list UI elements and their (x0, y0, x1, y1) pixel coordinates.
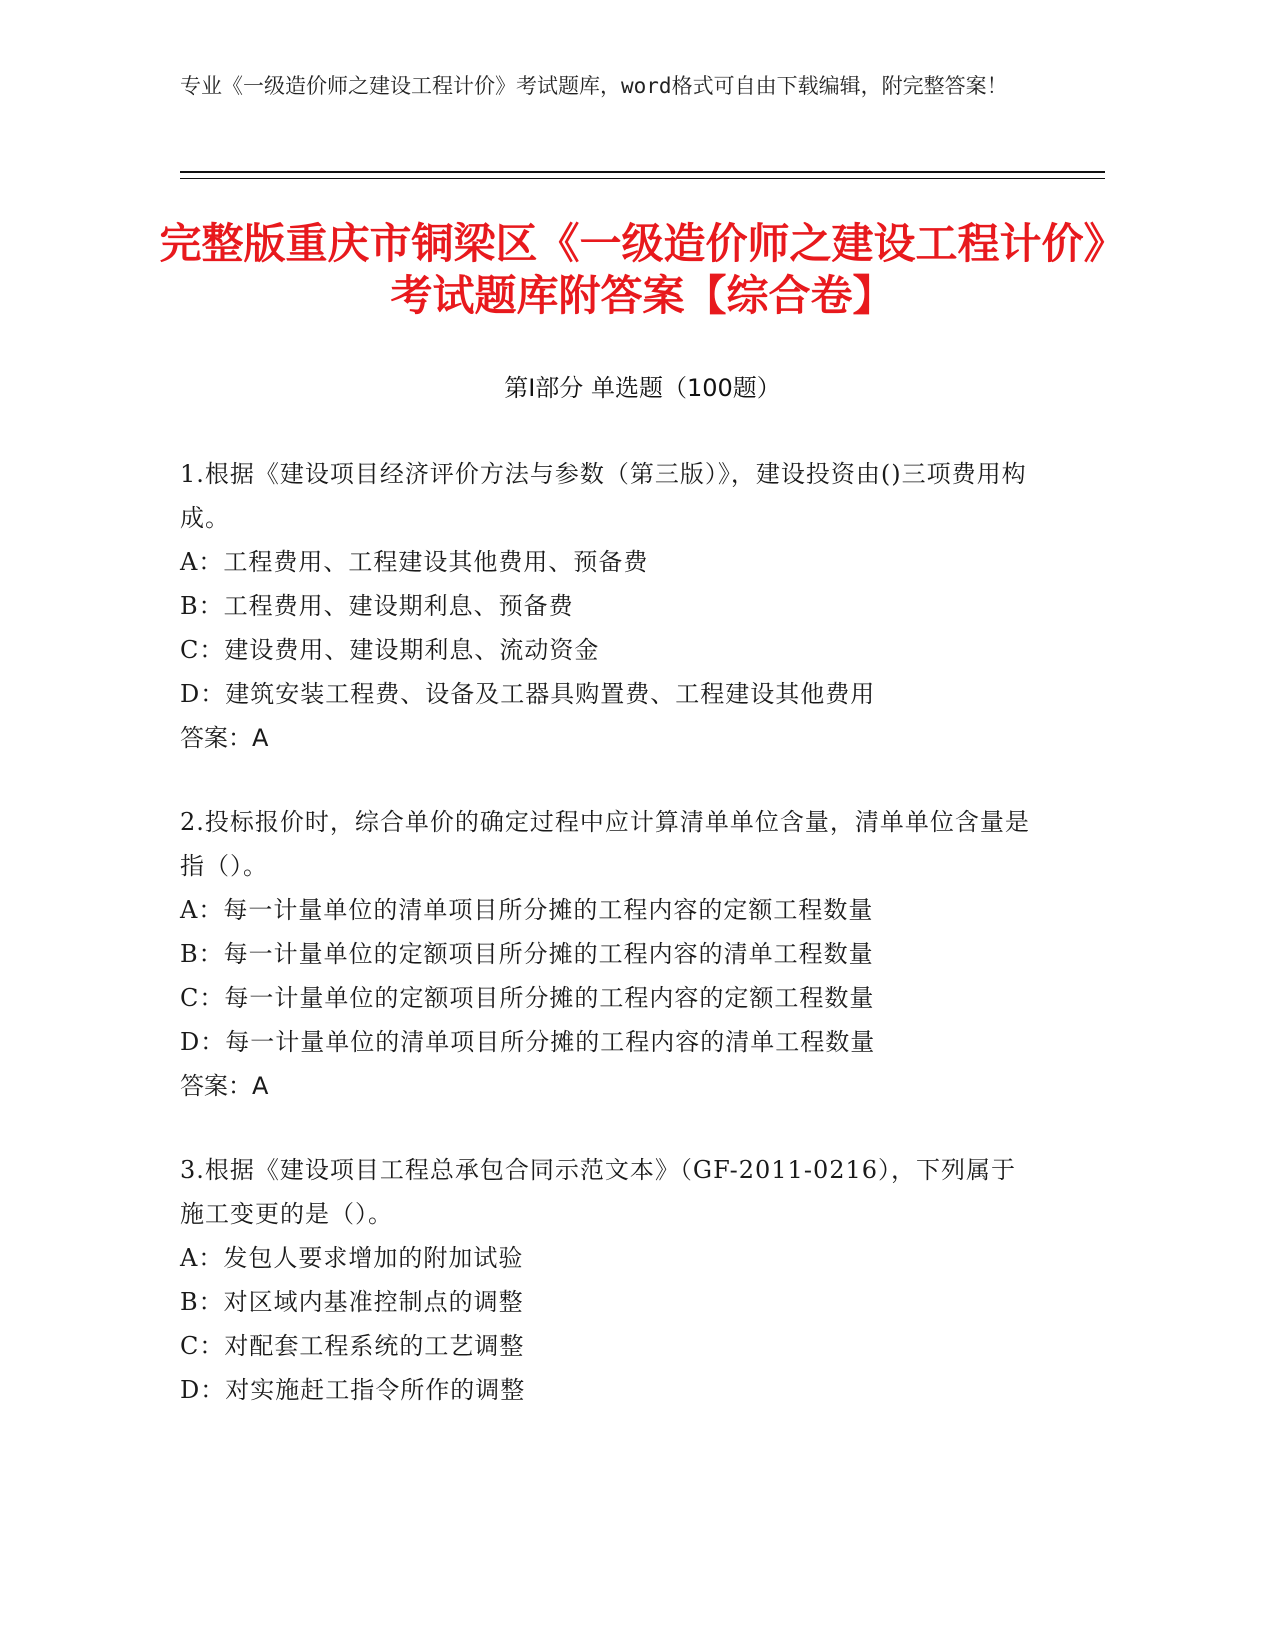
option-c: C：对配套工程系统的工艺调整 (180, 1332, 525, 1360)
question-2 (180, 800, 1040, 1108)
option-b: B：工程费用、建设期利息、预备费 (180, 592, 574, 620)
option-d: D：对实施赶工指令所作的调整 (180, 1376, 526, 1404)
option-d: D：建筑安装工程费、设备及工器具购置费、工程建设其他费用 (180, 680, 876, 708)
answer: 答案：A (180, 724, 269, 752)
option-c: C：每一计量单位的定额项目所分摊的工程内容的定额工程数量 (180, 984, 875, 1012)
option-d: D：每一计量单位的清单项目所分摊的工程内容的清单工程数量 (180, 1028, 876, 1056)
question-3 (180, 1148, 1040, 1412)
option-c: C：建设费用、建设期利息、流动资金 (180, 636, 600, 664)
section-title: 第Ⅰ部分 单选题（100题） (504, 374, 781, 402)
question-stem: 2.投标报价时，综合单价的确定过程中应计算清单单位含量，清单单位含量是指（）。 (180, 808, 1030, 880)
header-note: 专业《一级造价师之建设工程计价》考试题库，word格式可自由下载编辑，附完整答案！ (180, 74, 1008, 98)
option-a: A：发包人要求增加的附加试验 (180, 1244, 524, 1272)
answer: 答案：A (180, 1072, 269, 1100)
header-rule-thick (180, 171, 1105, 173)
option-b: B：对区域内基准控制点的调整 (180, 1288, 524, 1316)
header-rule-thin (180, 178, 1105, 179)
option-b: B：每一计量单位的定额项目所分摊的工程内容的清单工程数量 (180, 940, 874, 968)
question-list (180, 452, 1040, 1452)
option-a: A：每一计量单位的清单项目所分摊的工程内容的定额工程数量 (180, 896, 874, 924)
question-stem: 3.根据《建设项目工程总承包合同示范文本》（GF-2011-0216），下列属于施工变更的是（）。 (180, 1156, 1017, 1228)
document-title: 完整版重庆市铜梁区《一级造价师之建设工程计价》考试题库附答案【综合卷】 (159, 219, 1126, 320)
option-a: A：工程费用、工程建设其他费用、预备费 (180, 548, 649, 576)
question-1 (180, 452, 1040, 760)
question-stem: 1.根据《建设项目经济评价方法与参数（第三版）》，建设投资由()三项费用构成。 (180, 460, 1027, 532)
